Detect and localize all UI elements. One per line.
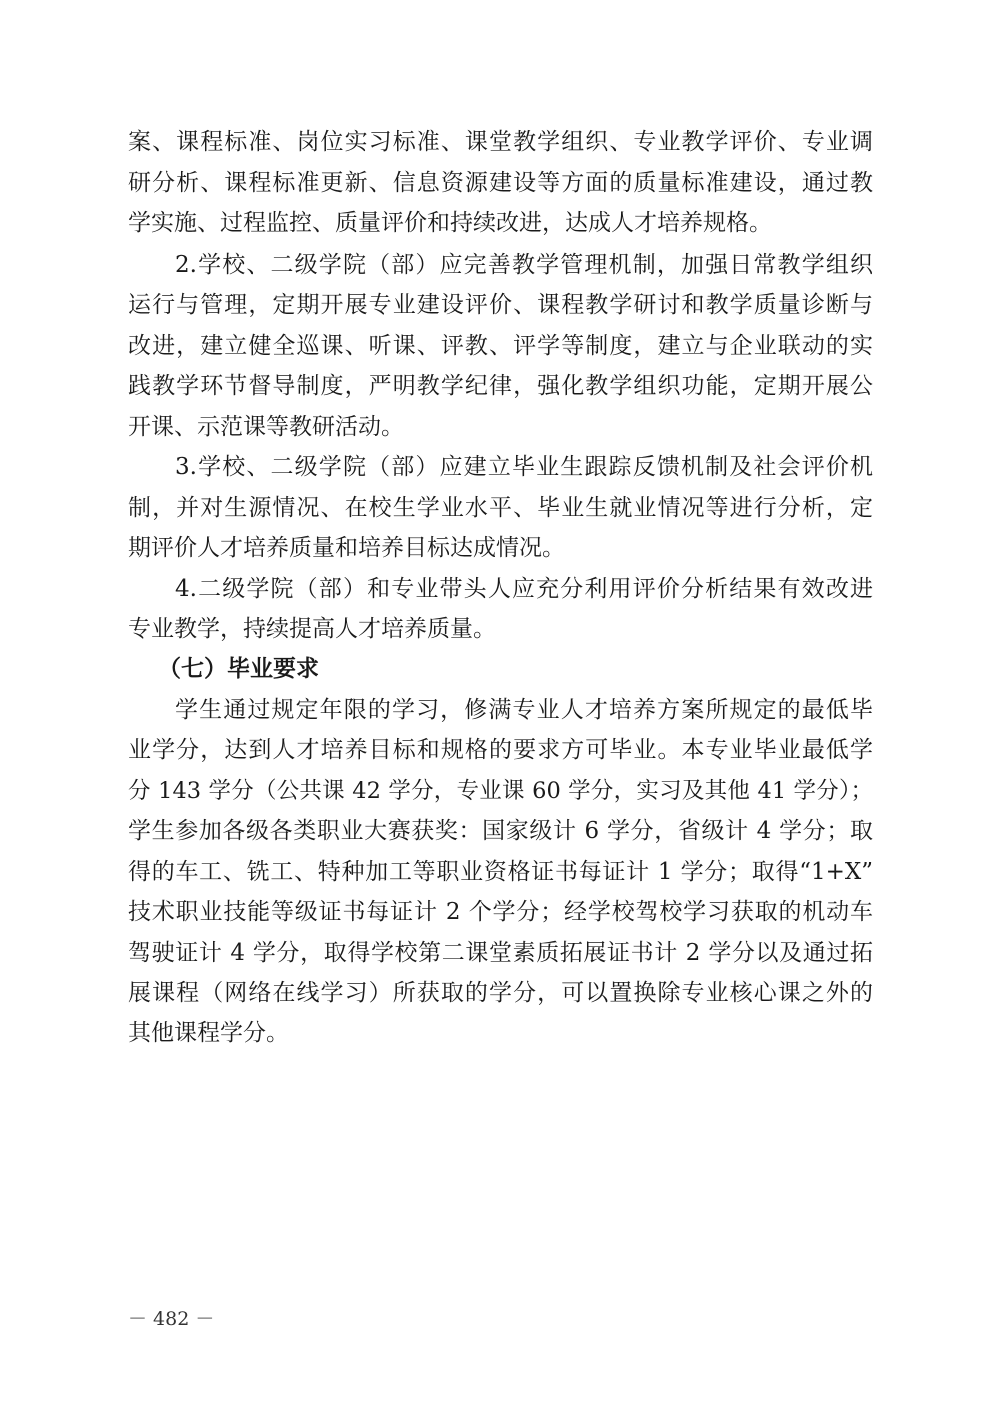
body-line: 学生通过规定年限的学习，修满专业人才培养方案所规定的最低毕 (175, 697, 873, 723)
body-line: 学生参加各级各类职业大赛获奖：国家级计 6 学分，省级计 4 学分；取 (128, 818, 873, 844)
body-line: 改进，建立健全巡课、听课、评教、评学等制度，建立与企业联动的实 (128, 333, 873, 359)
body-line: 4.二级学院（部）和专业带头人应充分利用评价分析结果有效改进 (175, 576, 873, 602)
body-line: 开课、示范课等教研活动。 (128, 414, 404, 440)
body-line: 学实施、过程监控、质量评价和持续改进，达成人才培养规格。 (128, 210, 772, 236)
body-line: 业学分，达到人才培养目标和规格的要求方可毕业。本专业毕业最低学 (128, 737, 873, 763)
body-line: 驾驶证计 4 学分，取得学校第二课堂素质拓展证书计 2 学分以及通过拓 (128, 940, 873, 966)
body-line: 案、课程标准、岗位实习标准、课堂教学组织、专业教学评价、专业调 (128, 129, 873, 155)
body-line: 践教学环节督导制度，严明教学纪律，强化教学组织功能，定期开展公 (128, 373, 873, 399)
body-line: 制，并对生源情况、在校生学业水平、毕业生就业情况等进行分析，定 (128, 495, 873, 521)
section-heading: （七）毕业要求 (158, 656, 319, 682)
body-line: 其他课程学分。 (128, 1020, 289, 1046)
body-line: 运行与管理，定期开展专业建设评价、课程教学研讨和教学质量诊断与 (128, 292, 873, 318)
body-line: 技术职业技能等级证书每证计 2 个学分；经学校驾校学习获取的机动车 (128, 899, 873, 925)
body-line: 得的车工、铣工、特种加工等职业资格证书每证计 1 学分；取得“1+X” (128, 859, 873, 885)
body-line: 期评价人才培养质量和培养目标达成情况。 (128, 535, 565, 561)
body-line: 2.学校、二级学院（部）应完善教学管理机制，加强日常教学组织 (175, 252, 873, 278)
page-number: － 482 － (128, 1308, 215, 1330)
body-line: 3.学校、二级学院（部）应建立毕业生跟踪反馈机制及社会评价机 (175, 454, 873, 480)
body-line: 分 143 学分（公共课 42 学分，专业课 60 学分，实习及其他 41 学分）； (128, 778, 873, 804)
body-line: 研分析、课程标准更新、信息资源建设等方面的质量标准建设，通过教 (128, 170, 873, 196)
body-line: 展课程（网络在线学习）所获取的学分，可以置换除专业核心课之外的 (128, 980, 873, 1006)
body-line: 专业教学，持续提高人才培养质量。 (128, 616, 496, 642)
